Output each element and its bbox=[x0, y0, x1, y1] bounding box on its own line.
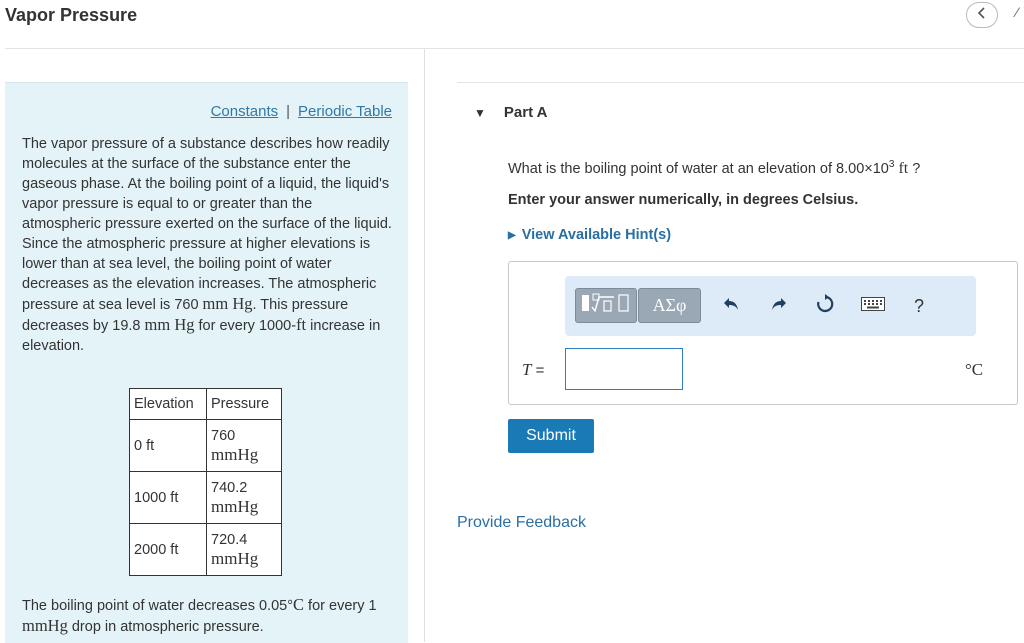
redo-button[interactable] bbox=[765, 292, 793, 320]
page-title: Vapor Pressure bbox=[5, 5, 138, 25]
provide-feedback-link[interactable]: Provide Feedback bbox=[457, 514, 586, 531]
view-hints-toggle[interactable]: ▶ View Available Hint(s) bbox=[508, 227, 672, 243]
link-separator: | bbox=[286, 103, 291, 120]
redo-icon bbox=[770, 296, 788, 317]
next-button-edge[interactable]: ⁄ bbox=[1016, 4, 1019, 20]
instruction-text: Enter your answer numerically, in degrees Celsius. bbox=[508, 192, 859, 208]
column-divider bbox=[424, 49, 425, 642]
greek-symbols-button[interactable]: ΑΣφ bbox=[638, 288, 701, 323]
answer-unit: °C bbox=[965, 360, 984, 379]
math-templates-icon bbox=[580, 290, 632, 321]
table-header-row bbox=[130, 389, 282, 420]
part-a-header[interactable] bbox=[474, 104, 548, 121]
keyboard-icon bbox=[861, 297, 885, 316]
pressure-cell: 740.2 mmHg bbox=[207, 472, 282, 524]
pressure-cell: 760 mmHg bbox=[207, 420, 282, 472]
header-divider bbox=[5, 48, 1024, 49]
math-toolbar bbox=[565, 276, 976, 336]
expand-triangle-icon: ▶ bbox=[508, 230, 516, 241]
elevation-cell: 2000 ft bbox=[130, 524, 207, 576]
answer-input[interactable] bbox=[565, 348, 683, 390]
elevation-pressure-table bbox=[129, 388, 282, 576]
table-row bbox=[130, 472, 282, 524]
part-title: Part A bbox=[503, 104, 548, 121]
periodic-table-link[interactable]: Periodic Table bbox=[298, 103, 392, 120]
collapse-caret-icon[interactable]: ▼ bbox=[474, 106, 486, 120]
question-text: What is the boiling point of water at an elevation of $8.00\times 10^3$ ft ? bbox=[508, 159, 921, 177]
answer-variable-label: T = bbox=[522, 360, 545, 379]
constants-link[interactable]: Constants bbox=[210, 103, 279, 120]
info-panel bbox=[5, 82, 408, 643]
chevron-left-icon bbox=[977, 6, 987, 25]
outro-text: The boiling point of water decreases 0.05°C for every 1 mmHg drop in atmospheric pressure. bbox=[22, 595, 377, 635]
reset-button[interactable] bbox=[811, 292, 839, 320]
back-button[interactable] bbox=[966, 2, 998, 28]
part-divider bbox=[457, 82, 1024, 83]
intro-text: The vapor pressure of a substance describes how readily molecules at the surface of the substance enter the gaseous phase. At the boiling point of a liquid, the liquid's vapor pressure is equal to or greater than the atmospheric pressure exerted on the surface of the liquid. Since the atmospheric pressure at higher elevations is lower than at sea level, the boiling point of water decreases as the elevation increases. The atmospheric pressure at sea level is 760 mm Hg. This pressure decreases by 19.8 mm Hg for every 1000-ft increase in elevation. bbox=[22, 136, 392, 354]
pressure-cell: 720.4 mmHg bbox=[207, 524, 282, 576]
elevation-cell: 1000 ft bbox=[130, 472, 207, 524]
math-templates-button[interactable] bbox=[575, 288, 637, 323]
resource-links bbox=[211, 103, 392, 120]
submit-button[interactable]: Submit bbox=[508, 419, 594, 453]
table-header: Pressure bbox=[207, 389, 282, 420]
undo-icon bbox=[722, 296, 740, 317]
undo-button[interactable] bbox=[717, 292, 745, 320]
help-button[interactable]: ? bbox=[913, 295, 924, 316]
table-row bbox=[130, 420, 282, 472]
table-header: Elevation bbox=[130, 389, 207, 420]
table-row bbox=[130, 524, 282, 576]
elevation-cell: 0 ft bbox=[130, 420, 207, 472]
keyboard-button[interactable] bbox=[859, 292, 887, 320]
reset-icon bbox=[815, 294, 835, 319]
